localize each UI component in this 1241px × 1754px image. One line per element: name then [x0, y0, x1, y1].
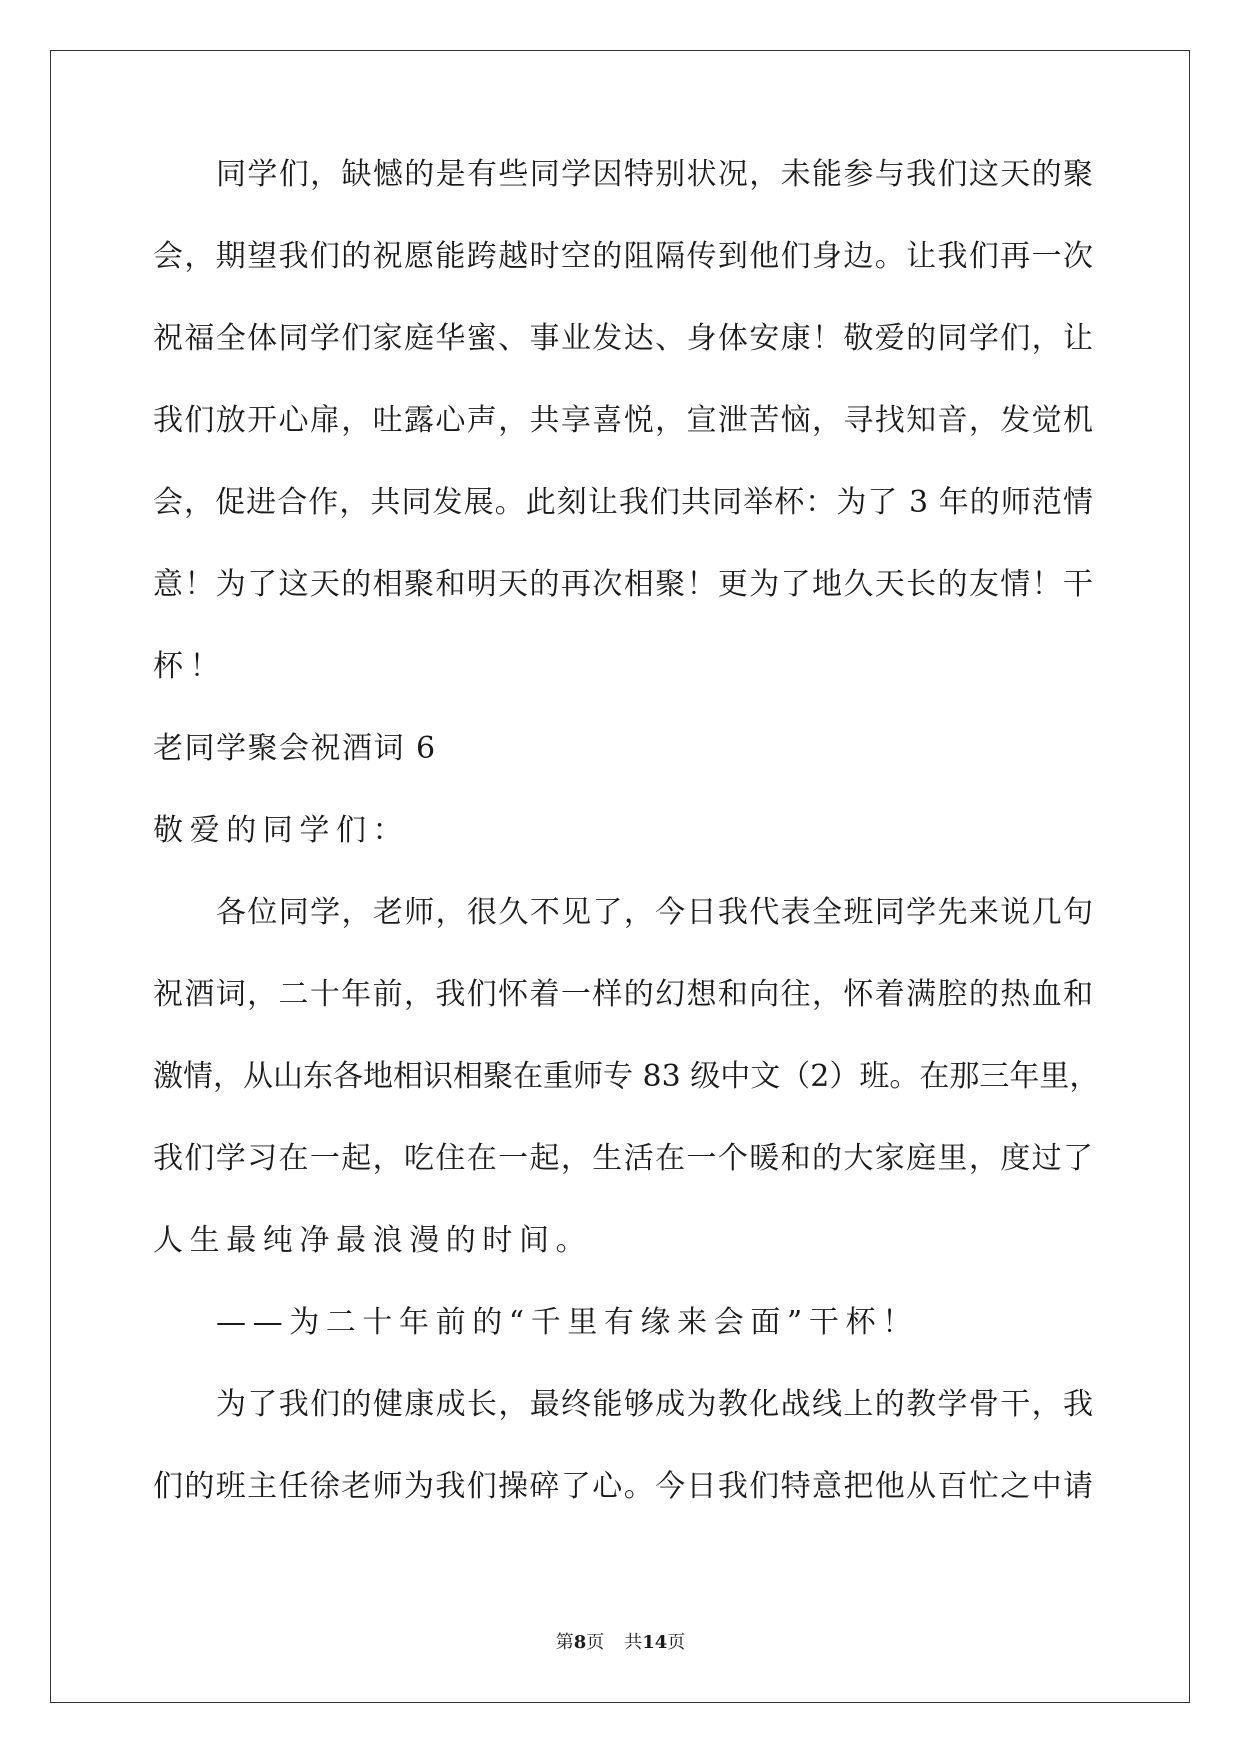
paragraph-line: 各位同学，老师，很久不见了，今日我代表全班同学先来说几句 [216, 895, 1093, 930]
page-suffix: 页 [586, 1632, 605, 1653]
page-number: 8 [573, 1632, 587, 1653]
paragraph-line: 祝福全体同学们家庭华蜜、事业发达、身体安康！敬爱的同学们，让 [153, 321, 1093, 356]
salutation: 敬爱的同学们： [153, 813, 410, 848]
page-footer [0, 1633, 1241, 1653]
paragraph-line: 激情，从山东各地相识相聚在重师专 83 级中文（2）班。在那三年里， [153, 1059, 1100, 1094]
paragraph-line: 我们放开心扉，吐露心声，共享喜悦，宣泄苦恼，寻找知音，发觉机 [153, 403, 1093, 438]
document-body [153, 157, 1100, 1554]
total-prefix: 共 [624, 1632, 643, 1653]
total-pages: 14 [642, 1632, 668, 1653]
paragraph-line: 同学们，缺憾的是有些同学因特别状况，未能参与我们这天的聚 [216, 157, 1093, 192]
paragraph-line: 会，促进合作，共同发展。此刻让我们共同举杯：为了 3 年的师范情 [153, 485, 1093, 520]
paragraph-line: 我们学习在一起，吃住在一起，生活在一个暖和的大家庭里，度过了 [153, 1141, 1093, 1176]
paragraph-line: 祝酒词，二十年前，我们怀着一样的幻想和向往，怀着满腔的热血和 [153, 977, 1093, 1012]
paragraph-line: 杯！ [153, 649, 227, 684]
paragraph-line: 人生最纯净最浪漫的时间。 [153, 1223, 593, 1258]
page-prefix: 第 [555, 1632, 574, 1653]
paragraph-line: 为了我们的健康成长，最终能够成为教化战线上的教学骨干，我 [216, 1387, 1093, 1422]
paragraph-line: ——为二十年前的“千里有缘来会面”干杯！ [216, 1305, 919, 1340]
section-heading: 老同学聚会祝酒词 6 [153, 731, 437, 766]
paragraph-line: 们的班主任徐老师为我们操碎了心。今日我们特意把他从百忙之中请 [153, 1469, 1093, 1504]
paragraph-line: 会，期望我们的祝愿能跨越时空的阻隔传到他们身边。让我们再一次 [153, 239, 1093, 274]
total-suffix: 页 [667, 1632, 686, 1653]
paragraph-line: 意！为了这天的相聚和明天的再次相聚！更为了地久天长的友情！干 [153, 567, 1093, 602]
